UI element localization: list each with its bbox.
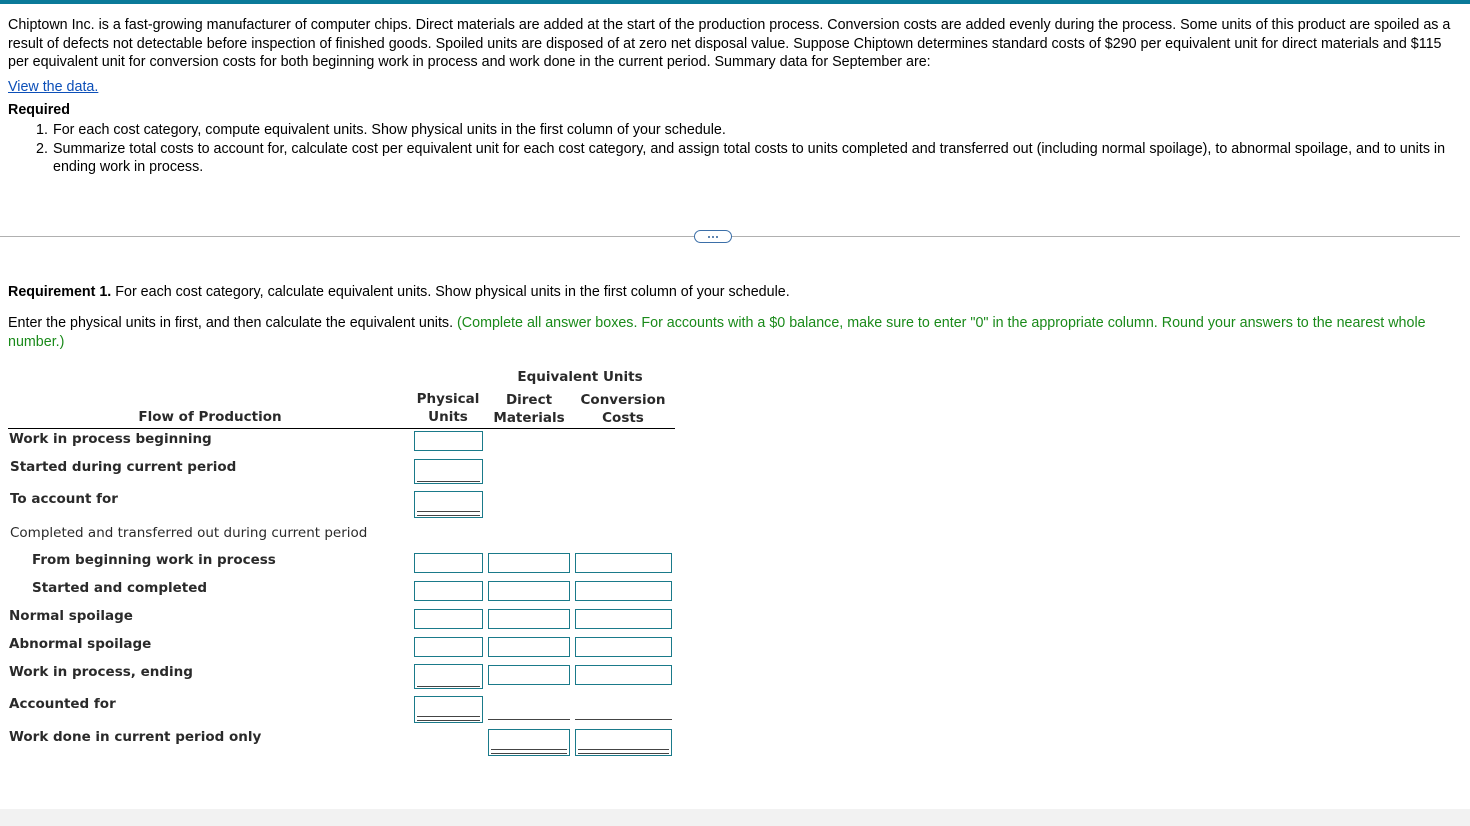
cc-accounted-for-rule [575,719,672,720]
direct-materials-header [488,391,570,427]
view-data-link[interactable]: View the data. [8,79,99,95]
row-label-to-account-for: To account for [10,491,118,507]
expand-more-button[interactable] [694,230,732,243]
physical-header-line2: Units [428,409,468,425]
cc-header-line1: Conversion [580,392,666,408]
instruction-text [8,314,1448,351]
header-rule [8,428,675,429]
dm-started-completed-input[interactable] [488,581,570,601]
dm-work-done-input[interactable] [488,729,570,756]
physical-to-account-input[interactable] [414,491,483,518]
cc-header-line2: Costs [602,410,644,426]
cc-from-beginning-input[interactable] [575,553,672,573]
cc-abnormal-spoilage-input[interactable] [575,637,672,657]
dm-normal-spoilage-input[interactable] [488,609,570,629]
requirements-list [36,121,1446,177]
row-label-started-completed: Started and completed [32,580,208,596]
requirement-number: 1. [36,122,48,138]
requirement-item [36,121,1446,140]
requirement-1-text: For each cost category, calculate equivalent units. Show physical units in the first column of your schedule. [111,284,790,300]
conversion-costs-header [573,391,673,427]
instruction-plain: Enter the physical units in first, and then calculate the equivalent units. [8,315,458,331]
equivalent-units-header: Equivalent Units [517,369,643,385]
instruction-note: (Complete all answer boxes. For accounts with a $0 balance, make sure to enter "0" in the appropriate column. Round your answers to the nearest whole number.) [8,315,1426,350]
footer-bar [0,809,1470,826]
requirement-item [36,140,1446,177]
requirement-number: 2. [36,140,48,157]
row-label-accounted-for: Accounted for [9,696,116,712]
row-label-from-beginning: From beginning work in process [32,552,276,568]
physical-from-beginning-input[interactable] [414,553,483,573]
flow-of-production-header: Flow of Production [138,409,282,425]
cc-normal-spoilage-input[interactable] [575,609,672,629]
physical-header-line1: Physical [416,391,480,407]
physical-wip-beginning-input[interactable] [414,431,483,451]
row-label-wip-ending: Work in process, ending [9,664,193,680]
requirement-1-label: Requirement 1. [8,284,112,300]
dm-from-beginning-input[interactable] [488,553,570,573]
cc-started-completed-input[interactable] [575,581,672,601]
row-label-abnormal-spoilage: Abnormal spoilage [9,636,152,652]
physical-accounted-for-input[interactable] [414,696,483,723]
row-label-normal-spoilage: Normal spoilage [9,608,133,624]
dm-header-line2: Materials [493,410,565,426]
requirement-text: For each cost category, compute equivalent units. Show physical units in the first column of your schedule. [53,122,726,138]
row-label-started: Started during current period [10,459,237,475]
physical-units-header [408,390,488,426]
row-label-wip-beginning: Work in process beginning [9,431,212,447]
top-accent-bar [0,0,1470,4]
physical-wip-ending-input[interactable] [414,664,483,689]
dm-abnormal-spoilage-input[interactable] [488,637,570,657]
problem-intro: Chiptown Inc. is a fast-growing manufacturer of computer chips. Direct materials are added at the start of the production process. Conversion costs are added evenly during the process. Some units of this product are spoiled as a result of defects not detectable before inspection of finished goods. Spoiled units are disposed of at zero net disposal value. Suppose Chiptown determines standard costs of $290 per equivalent unit for direct materials and $115 per equivalent unit for conversion costs for both beginning work in process and work done in the current period. Summary data for September are: [8,17,1451,70]
dm-header-line1: Direct [505,392,553,408]
dm-accounted-for-rule [488,719,570,720]
required-heading: Required [8,102,70,118]
row-label-work-done-current: Work done in current period only [9,729,262,745]
physical-started-completed-input[interactable] [414,581,483,601]
requirement-1-heading [8,284,790,300]
physical-normal-spoilage-input[interactable] [414,609,483,629]
row-label-completed-transferred: Completed and transferred out during current period [10,525,368,541]
cc-wip-ending-input[interactable] [575,665,672,685]
cc-work-done-input[interactable] [575,729,672,756]
physical-abnormal-spoilage-input[interactable] [414,637,483,657]
physical-started-input[interactable] [414,459,483,484]
requirement-text: Summarize total costs to account for, calculate cost per equivalent unit for each cost category, and assign total costs to units completed and transferred out (including normal spoilage), to abnormal spoilage, and to units in ending work in process. [53,140,1446,175]
dm-wip-ending-input[interactable] [488,665,570,685]
